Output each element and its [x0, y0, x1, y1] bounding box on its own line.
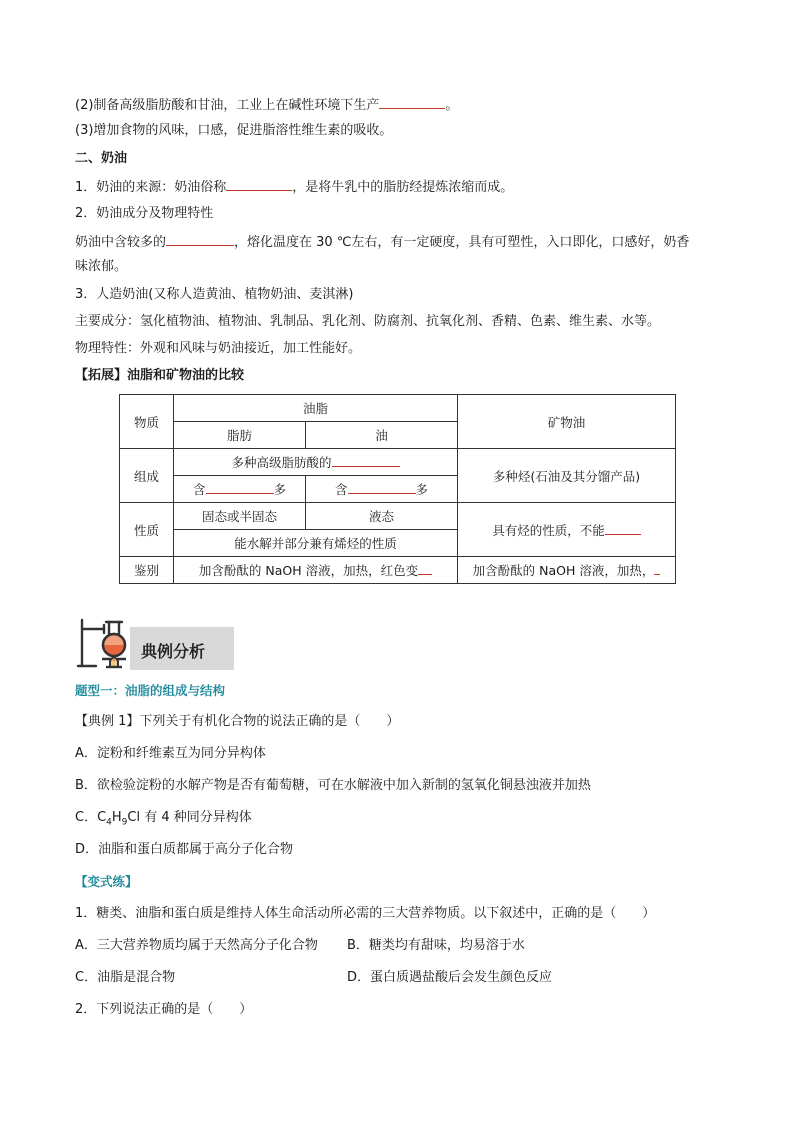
practice-q1-option-c: C．油脂是混合物: [75, 970, 176, 985]
cream-source-text-a: 1．奶油的来源：奶油俗称: [75, 180, 227, 195]
example-1-option-b: B．欲检验淀粉的水解产物是否有葡萄糖，可在水解液中加入新制的氢氧化铜悬浊液并加热: [75, 778, 591, 793]
banner-title: 典例分析: [141, 642, 206, 661]
answer-blank: [379, 95, 445, 109]
intro-line-1: [75, 95, 458, 115]
composition-oil: [306, 476, 458, 503]
example-1-option-a: A．淀粉和纤维素互为同分异构体: [75, 746, 266, 761]
properties-fat: 固态或半固态: [174, 503, 306, 530]
answer-blank: [348, 480, 416, 494]
example-1-option-c: [75, 809, 252, 832]
practice-q1-option-b: B．糖类均有甜味，均易溶于水: [347, 938, 525, 953]
identification-oil-fat: [174, 557, 458, 584]
cream-composition-text-cont: 味浓郁。: [75, 259, 128, 274]
identification-mineral-text: 加含酚酞的 NaOH 溶液，加热，: [472, 563, 655, 578]
comparison-table: [119, 394, 676, 584]
example-1-stem-text: 【典例 1】下列关于有机化合物的说法正确的是（ ）: [75, 714, 400, 729]
practice-q1-option-d: D．蛋白质遇盐酸后会发生颜色反应: [347, 970, 553, 985]
composition-common: [174, 449, 458, 476]
intro-line-2: (3)增加食物的风味，口感，促进脂溶性维生素的吸收。: [75, 123, 393, 138]
composition-fat-b: 多: [273, 482, 287, 497]
composition-common-text: 多种高级脂肪酸的: [231, 455, 332, 470]
intro-line-1-text: (2)制备高级脂肪酸和甘油，工业上在碱性环境下生产: [75, 98, 380, 113]
table-header-mineral-oil: 矿物油: [458, 395, 676, 449]
properties-oil: 液态: [306, 503, 458, 530]
practice-heading: 【变式练】: [75, 874, 138, 889]
intro-line-1-end: 。: [445, 98, 459, 113]
margarine-ingredients: 主要成分：氢化植物油、植物油、乳制品、乳化剂、防腐剂、抗氧化剂、香精、色素、维生素、水等。: [75, 314, 661, 329]
identification-oil-fat-text: 加含酚酞的 NaOH 溶液，加热，红色变: [198, 563, 419, 578]
cream-composition-heading: 2．奶油成分及物理特性: [75, 206, 214, 221]
properties-common: 能水解并部分兼有烯烃的性质: [174, 530, 458, 557]
option-c-prefix: C．C: [75, 810, 107, 825]
question-type-heading: 题型一：油脂的组成与结构: [75, 683, 226, 698]
section-heading-cream: 二、奶油: [75, 151, 128, 166]
option-c-h: H: [111, 810, 122, 825]
answer-blank: [418, 561, 432, 575]
answer-blank: [332, 453, 400, 467]
cream-composition-text-b: ，熔化温度在 30 ℃左右，有一定硬度，具有可塑性，入口即化，口感好，奶香: [234, 235, 690, 250]
cream-source: [75, 177, 513, 197]
margarine-properties: 物理特性：外观和风味与奶油接近，加工性能好。: [75, 341, 362, 356]
composition-fat: [174, 476, 306, 503]
option-c-suffix: Cl 有 4 种同分异构体: [127, 810, 252, 825]
cream-composition-text: [75, 232, 689, 252]
row-label-identification: 鉴别: [120, 557, 174, 584]
composition-fat-a: 含: [192, 482, 206, 497]
cream-composition-text-a: 奶油中含较多的: [75, 235, 167, 250]
option-c-sub-4: 4: [106, 817, 112, 828]
properties-mineral: [458, 503, 676, 557]
margarine-heading: 3．人造奶油(又称人造黄油、植物奶油、麦淇淋): [75, 287, 354, 302]
table-header-fat: 脂肪: [174, 422, 306, 449]
identification-mineral: [458, 557, 676, 584]
row-label-properties: 性质: [120, 503, 174, 557]
table-header-oil: 油: [306, 422, 458, 449]
section-banner: [130, 627, 234, 670]
example-1-stem: [75, 713, 399, 731]
practice-q2-stem: 2．下列说法正确的是（ ）: [75, 1002, 253, 1017]
answer-blank: [605, 521, 641, 535]
composition-oil-b: 多: [415, 482, 429, 497]
row-label-composition: 组成: [120, 449, 174, 503]
option-c-sub-9: 9: [121, 817, 128, 828]
cream-source-text-b: ，是将牛乳中的脂肪经提炼浓缩而成。: [292, 180, 514, 195]
properties-mineral-text: 具有烃的性质，不能: [492, 522, 605, 538]
table-header-substance: 物质: [120, 395, 174, 449]
table-header-oil-fat: 油脂: [174, 395, 458, 422]
composition-oil-a: 含: [334, 482, 348, 497]
example-1-option-d: D．油脂和蛋白质都属于高分子化合物: [75, 842, 294, 857]
answer-blank: [206, 480, 274, 494]
answer-blank: [166, 232, 234, 246]
composition-mineral: 多种烃(石油及其分馏产品): [458, 449, 676, 503]
extension-title: 【拓展】油脂和矿物油的比较: [75, 368, 245, 383]
answer-blank: [654, 561, 660, 575]
lab-flask-icon: [76, 614, 132, 670]
practice-q1-option-a: A．三大营养物质均属于天然高分子化合物: [75, 938, 318, 953]
answer-blank: [226, 177, 292, 191]
practice-q1-stem: 1．糖类、油脂和蛋白质是维持人体生命活动所必需的三大营养物质。以下叙述中，正确的是（ ）: [75, 906, 656, 921]
